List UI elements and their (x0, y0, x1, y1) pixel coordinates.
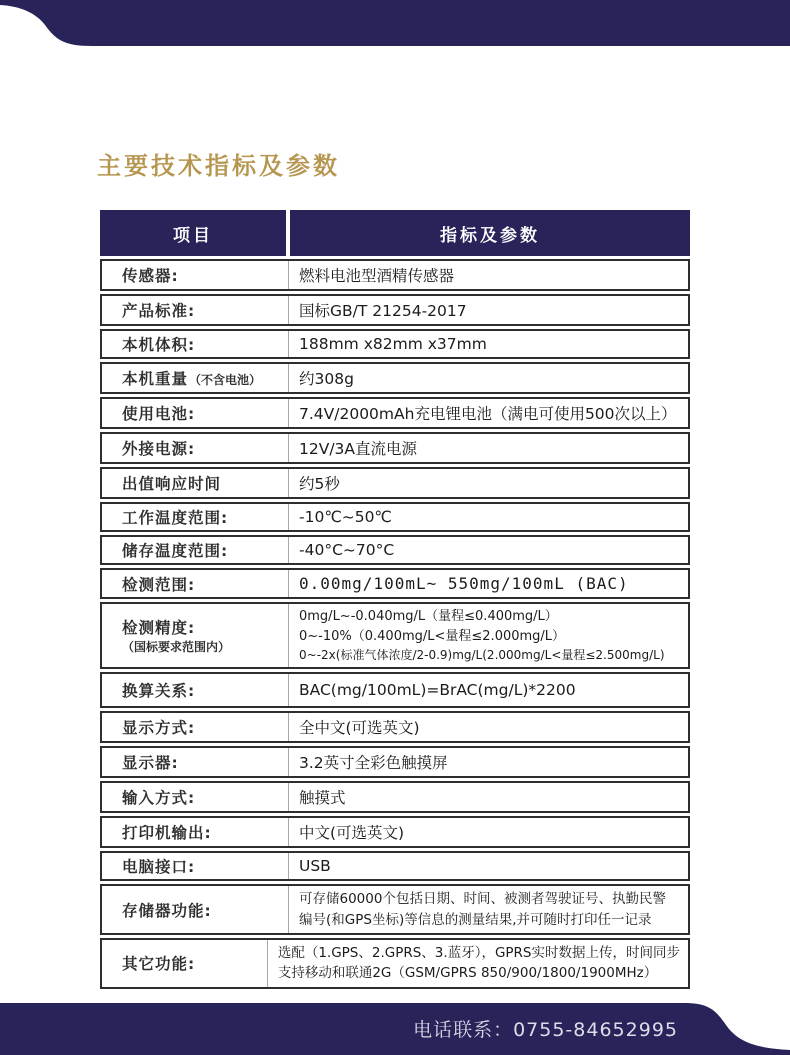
row-value-line: 0mg/L~-0.040mg/L（量程≤0.400mg/L） (299, 609, 558, 624)
row-value-cell (289, 818, 688, 846)
row-value-cell (289, 886, 688, 933)
row-value: BAC(mg/100mL)=BrAC(mg/L)*2200 (299, 681, 576, 699)
row-value: 国标GB/T 21254-2017 (299, 302, 467, 320)
column-header-value: 指标及参数 (290, 210, 690, 256)
table-row (100, 816, 690, 848)
row-label: 本机体积: (122, 336, 196, 354)
row-label: 输入方式: (122, 789, 196, 807)
row-value-line: 0~-2x(标准气体浓度/2-0.9)mg/L(2.000mg/L<量程≤2.500mg/L) (299, 648, 665, 662)
row-label-note: （不含电池） (189, 373, 262, 387)
row-label: 存储器功能: (122, 901, 212, 920)
row-label-cell (102, 504, 289, 530)
row-value-cell (289, 469, 688, 497)
row-label: 显示方式: (122, 719, 196, 737)
contact-phone: 电话联系：0755-84652995 (413, 1019, 678, 1041)
row-label-note: （国标要求范围内） (122, 640, 231, 654)
row-label: 出值响应时间 (122, 475, 222, 493)
row-label: 使用电池: (122, 405, 196, 423)
row-label-cell (102, 940, 268, 987)
table-row (100, 535, 690, 565)
table-header-row (100, 210, 690, 256)
row-label: 外接电源: (122, 440, 196, 458)
row-value-cell (289, 570, 688, 597)
table-row (100, 711, 690, 743)
spec-table (100, 210, 690, 992)
row-label: 储存温度范围: (122, 542, 229, 560)
row-value-cell (289, 674, 688, 706)
table-row (100, 851, 690, 881)
table-row (100, 362, 690, 394)
row-label: 显示器: (122, 754, 179, 772)
row-value: 12V/3A直流电源 (299, 440, 418, 458)
row-value-line: 选配（1.GPS、2.GPRS、3.蓝牙），GPRS实时数据上传，时间同步 (277, 945, 680, 961)
table-row (100, 467, 690, 499)
table-row (100, 602, 690, 669)
row-label: 其它功能: (122, 955, 196, 974)
table-row (100, 294, 690, 326)
row-value: 3.2英寸全彩色触摸屏 (299, 754, 448, 772)
row-label: 本机重量 (122, 370, 189, 388)
table-row (100, 259, 690, 291)
row-label-cell (102, 783, 289, 811)
page-title: 主要技术指标及参数 (97, 152, 340, 180)
row-label: 电脑接口: (122, 858, 196, 876)
row-value-cell (268, 940, 688, 987)
row-label: 传感器: (122, 267, 179, 285)
row-value-cell (289, 748, 688, 776)
row-value: 188mm x82mm x37mm (299, 335, 487, 353)
table-row (100, 397, 690, 429)
row-label: 换算关系: (122, 682, 196, 700)
row-value-line: 支持移动和联通2G（GSM/GPRS 850/900/1800/1900MHz） (277, 965, 658, 982)
table-row (100, 781, 690, 813)
table-row (100, 884, 690, 935)
row-value-cell (289, 853, 688, 879)
row-value: 7.4V/2000mAh充电锂电池（满电可使用500次以上） (299, 405, 677, 423)
row-value-line: 0~-10%（0.400mg/L<量程≤2.000mg/L） (299, 628, 566, 644)
table-row (100, 938, 690, 989)
row-label-cell (102, 364, 289, 392)
row-value: 全中文(可选英文) (299, 719, 420, 737)
row-label: 产品标准: (122, 302, 196, 320)
row-value-cell (289, 261, 688, 289)
column-header-item: 项目 (100, 210, 286, 256)
row-value: USB (299, 857, 331, 875)
row-label-cell (102, 853, 289, 879)
table-body (100, 259, 690, 989)
row-label-cell (102, 331, 289, 357)
row-label-cell (102, 434, 289, 462)
row-value-cell (289, 604, 688, 667)
row-label-cell (102, 537, 289, 563)
table-row (100, 432, 690, 464)
row-value: 约5秒 (299, 475, 340, 493)
row-value-line: 可存储60000个包括日期、时间、被测者驾驶证号、执勤民警 (299, 891, 666, 908)
row-label: 检测范围: (122, 575, 196, 594)
row-label: 检测精度: (122, 619, 196, 637)
row-label-cell (102, 748, 289, 776)
row-label-cell (102, 674, 289, 706)
table-row (100, 746, 690, 778)
row-value-cell (289, 331, 688, 357)
row-value: 0.00mg/100mL~ 550mg/100mL (BAC) (299, 574, 629, 593)
row-label-cell (102, 469, 289, 497)
row-label-cell (102, 261, 289, 289)
row-value-cell (289, 296, 688, 324)
row-value-line: 编号(和GPS坐标)等信息的测量结果,并可随时打印任一记录 (299, 911, 652, 928)
row-label-cell (102, 713, 289, 741)
table-row (100, 329, 690, 359)
row-value-cell (289, 537, 688, 563)
table-row (100, 568, 690, 599)
row-value-cell (289, 364, 688, 392)
row-value: 约308g (299, 370, 354, 388)
row-value-cell (289, 504, 688, 530)
row-value: 中文(可选英文) (299, 824, 405, 842)
row-value-cell (289, 399, 688, 427)
row-label-cell (102, 399, 289, 427)
row-label-cell (102, 604, 289, 667)
row-label-cell (102, 296, 289, 324)
row-label: 工作温度范围: (122, 509, 229, 527)
row-label: 打印机输出: (122, 824, 212, 842)
table-row (100, 502, 690, 532)
row-value: -40°C~70°C (299, 541, 395, 559)
row-value-cell (289, 713, 688, 741)
row-value-cell (289, 783, 688, 811)
row-label-cell (102, 818, 289, 846)
row-value: -10℃~50℃ (299, 508, 392, 526)
row-value: 触摸式 (299, 789, 346, 807)
row-label-cell (102, 570, 289, 597)
row-label-cell (102, 886, 289, 933)
row-value-cell (289, 434, 688, 462)
row-value: 燃料电池型酒精传感器 (299, 267, 455, 285)
top-wave-decoration (0, 0, 790, 50)
table-row (100, 672, 690, 708)
